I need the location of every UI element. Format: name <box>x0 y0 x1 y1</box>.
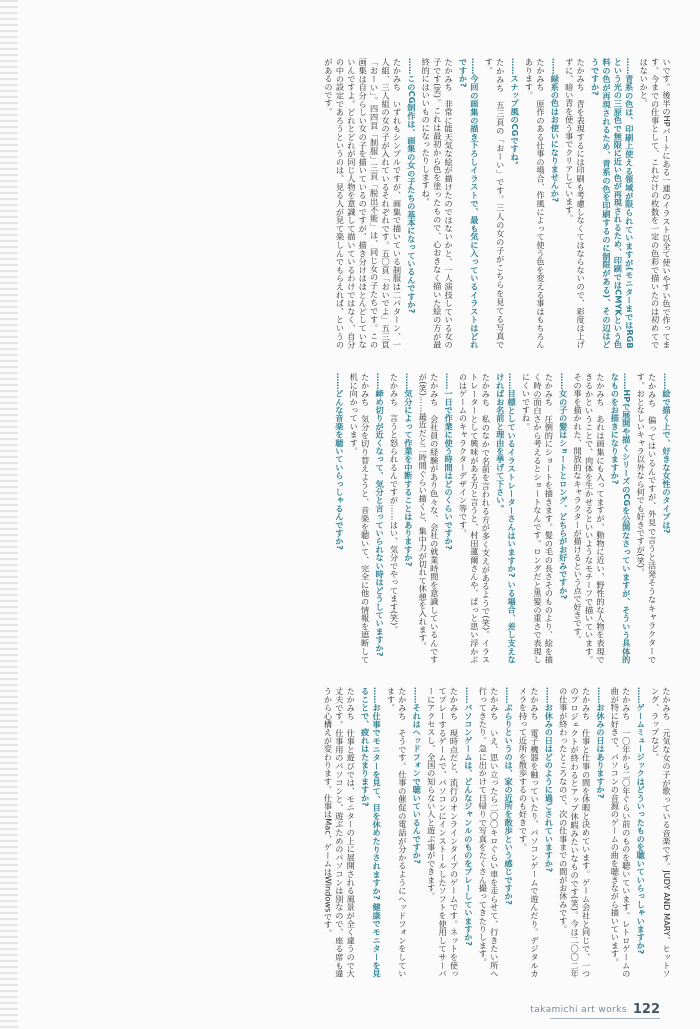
interview-answer: たかみち 偏ってはいるんですが、外見で言うと活発そうなキャラクターです。おとなしいキャラ以外なら何でも好きですが(笑)。 <box>636 372 658 664</box>
interview-question: ……それはヘッドフォンで聴いているんですか? <box>412 687 423 865</box>
interview-question: ……お休みの日はどのように過ごされていますか? <box>544 687 555 873</box>
interview-question: ……青系の色は、印刷上使える領域が限られていますが(モニターまではRGBという光の三原色で無限に近い色が再現されるため、印刷ではCMYKという色料の色が再現されるため、青系の色を印刷するのに制限がある)、その辺はどうですか? <box>590 58 635 349</box>
interview-answer: いです。後半のHPバートにある一連のイラスト以全て使いやすい色で作ってます。今までの仕事として、これだけの枚数を一定の色彩で描いたのは初めてではないかと。 <box>639 58 672 349</box>
interview-question: ……女の子の髪はショートとロング、どちらがお好みですか? <box>558 372 569 599</box>
interview-answer: たかみち 青を表現するには印刷も考慮しなくてはならないので、彩度は上げずに、暗い青を使う事でクリアしています。 <box>564 58 587 349</box>
interview-answer: たかみち あれは画集にも入ってますが、動物に近い、野性的な人物を表現できるかということで、肉体を生かせるといいようなモチーフで描いています。その事を描かれた、開放的なキャラクターが描けるという点で好きです。 <box>573 372 606 664</box>
interview-answer: たかみち いずれもシンプルですが、画集で描いている制服は二パターン、一人組、三人組の女の子が入れているそれぞれです。五〇頁「おいでよ」五三頁「おーい」。四四頁「制服」三頁「脱出不能」は、同じ女の子たちです。この画集は自分らしい女の子を描いているのですが、描き分けはほとんどしていないんですよ。どれとどれが同じ人物を意識して描いているわけではなく、自分の中の設定であろうというのは、見る人が見て楽しんでもらえれば、というのがあるのです。 <box>324 58 403 349</box>
interview-text <box>44 58 672 978</box>
interview-answer: たかみち 私のなかで名前を言われる方が多く支えがあるようで(笑)。イラストレーターとして興味がある方と言うと、村田蓮爾さんや、ぱっと思い浮かぶのはゲームのキャラクターデザイン等です。 <box>458 372 492 664</box>
interview-answer: たかみち そうです。仕事の催促の電話が分かるようにヘッドフォンをしています。 <box>386 687 408 978</box>
margin-stripe <box>0 0 18 1029</box>
interview-question: ……ゲームミュージックはどういったものを聴いていらっしゃいますか? <box>636 687 647 955</box>
interview-question: ……一日で作業に使う時間はどのくらいですか? <box>444 372 455 550</box>
interview-question: ……お仕事でモニターを見て、目を休めたりされますか? 健康でモニターを見ることで、疲れはたまりますか? <box>360 687 383 978</box>
interview-answer: たかみち 現時点だと、流行のオンラインタイプのゲームです。ネットを使ってプレーするゲームで、パソコンにインストールしたソフトを使用してサーバーにアクセスし、全国の知らない人と遊ぶ事ができます。 <box>426 687 460 978</box>
interview-question: ……どんな音楽を聴いていらっしゃるんですか? <box>334 372 345 550</box>
interview-question: ……このCG制作は、画集の女の子たちの基本になっているんですか? <box>406 58 417 314</box>
interview-answer: たかみち 非常に能天気な絵が描けたのではないかと。一人演技している女の子です(笑)。これは最初から色を塗ったもので、心おきなく描いた絵の方が最終的にはいいものになったりしますね。 <box>421 58 455 349</box>
interview-question: ……目標としているイラストレーターさんはいますか? いる場合、差し支えなければお名前と理由を挙げて下さい。 <box>495 372 518 664</box>
interview-answer: たかみち 一〇年から二〇年ぐらい前のものを聴いています。レトロゲームの曲が特に好きで、パソコンの音源のゲームの曲を聴きながら描いています。 <box>610 687 632 978</box>
interview-question: ……緑系の色はお使いになりませんか? <box>550 58 561 203</box>
interview-question: ……絵で描く上で、好きな女性のタイプは? <box>662 372 672 534</box>
interview-answer: たかみち 言うと怒られるんですが……はい、気分でやってます(笑)。 <box>389 372 400 634</box>
page-footer <box>530 1002 660 1017</box>
interview-question: ……今回の画集の描き下ろしイラストで、最も気に入っているイラストはどれですか? <box>458 58 480 349</box>
interview-answer: たかみち 元気な女の子が歌っている音楽です。JUDY AND MARY、ヒットソング、ラップなど。 <box>650 687 672 978</box>
interview-answer: たかみち 気分を切り替えようと、音楽を聴いて、完全に他の情報を遮断して机に向かっています。 <box>349 372 371 664</box>
interview-question: ……パソコンゲームは、どんなジャンルのものをプレーしていますか? <box>463 687 474 947</box>
page-number: 122 <box>632 1002 660 1017</box>
interview-answer: たかみち 電子機器を触っていたり、パソコンゲームで遊んだり。デジタルカメラを持って近所を散歩するのも好きです。 <box>518 687 540 978</box>
interview-question: ……締め切りが近くなって、気分と言っていられない時はどうしていますか? <box>375 372 386 657</box>
interview-question: ……スナップ風のCGですね。 <box>510 58 521 170</box>
interview-question: ……気分によって作業を中断することはありますか? <box>403 372 414 566</box>
footer-credit: takamichi art works <box>530 1005 627 1015</box>
interview-answer: たかみち いえ、思い立ったら二〇〇キロぐらい車を走らせて、行きたい所へ行ってきたり。急に出かけて日帰りで写真をたくさん撮ってきたりします。 <box>478 687 500 978</box>
interview-answer: たかみち 五三頁の「おーい」です。三人の女の子がこちらを見てる写真です。 <box>484 58 506 349</box>
interview-answer: たかみち 圧倒的にショートを描きます。髪の毛の長さそのものより、絵を描く時の面白さから考えるとショートなんです。ロングだと黒髪の重さで表現しにくいですね。 <box>521 372 555 664</box>
interview-answer: たかみち 原作のある仕事の場合、作風によって使う色を変える事はもちろんあります。 <box>524 58 546 349</box>
interview-answer: たかみち 仕事と仕事の間を休暇と決めています。ゲーム会社と同じで、一つのプロジェクトが終わるとアップ休暇みたいなものです(笑)。今は二〇〇二年の仕事が終わったところなので、次の仕事までの間がお休みです。 <box>558 687 592 978</box>
interview-question: ……ぶらりというのは、家の近所を散歩という感じですか? <box>504 687 515 906</box>
interview-answer: たかみち 会社員の経験があり色々な、会社の就業時間を意識しているんですが(笑)……最近だと二時間ぐらい描くと、集中力が切れて休憩を入れます。 <box>418 372 440 664</box>
footer-rule <box>550 1018 660 1019</box>
interview-question: ……お休みの日はありますか? <box>595 687 606 799</box>
interview-question: ……HPで展開や描くシリーズのCGを公開なさっていますが、そういう具体的なものをお描きになりますか? <box>610 372 632 664</box>
interview-answer: たかみち 仕事と遊びでは、モニターの上に展開される風景が全く違うので大丈夫です。仕事用のパソコンと、遊ぶためのパソコンは別なので、座る席も違うから心構えが変わります。仕事はMac、ゲームはWindowsです。 <box>323 687 357 978</box>
